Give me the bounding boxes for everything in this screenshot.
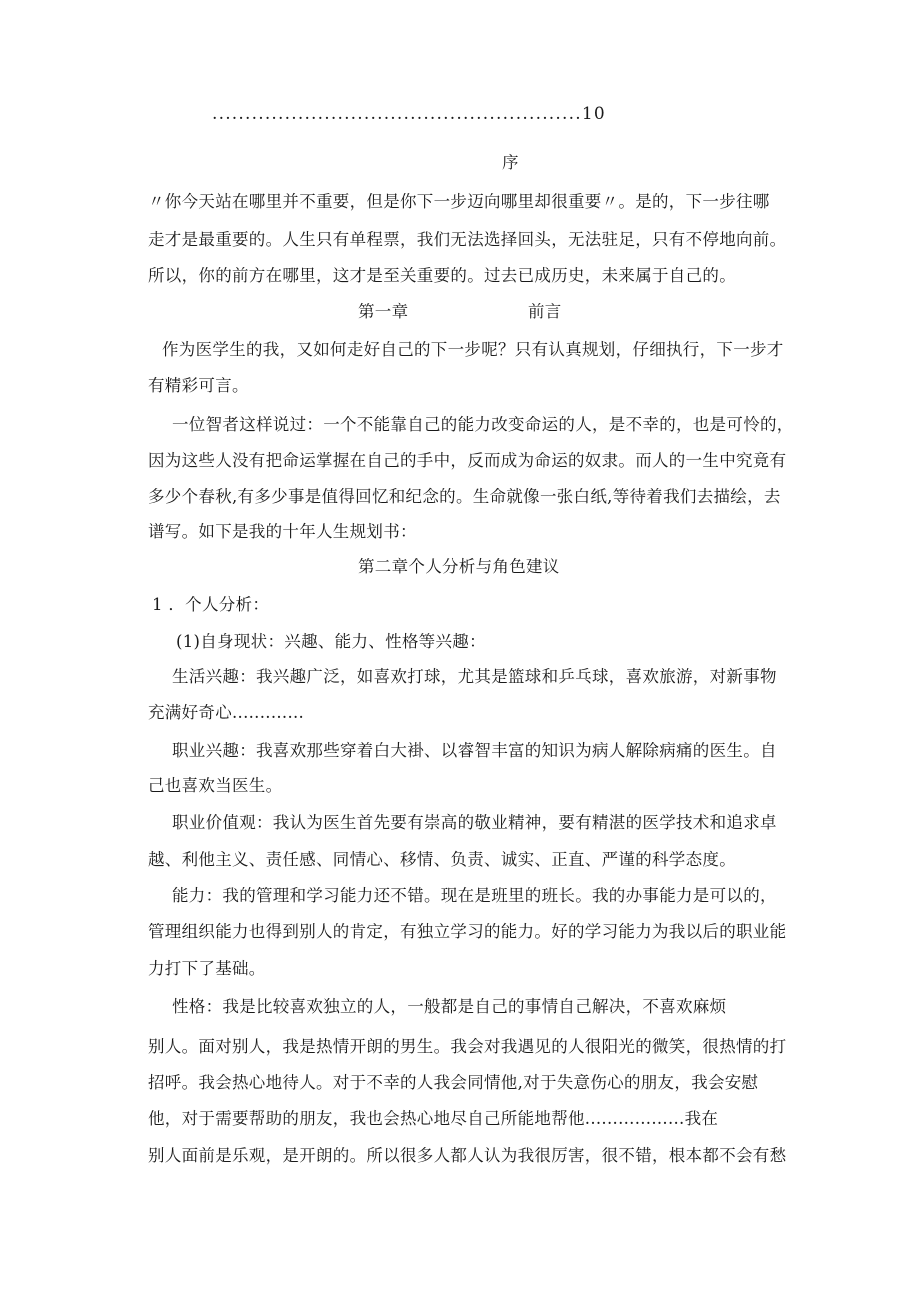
personality-line-1: 性格：我是比较喜欢独立的人，一般都是自己的事情自己解决，不喜欢麻烦: [172, 997, 727, 1016]
life-interest-line-1: 生活兴趣：我兴趣广泛，如喜欢打球，尤其是篮球和乒乓球，喜欢旅游，对新事物: [172, 667, 777, 686]
career-values-line-1: 职业价值观：我认为医生首先要有崇高的敬业精神，要有精湛的医学技术和追求卓: [172, 813, 777, 832]
subsection1-heading: (1)自身现状：兴趣、能力、性格等兴趣：: [176, 632, 486, 651]
personality-line-3: 招呼。我会热心地待人。对于不幸的人我会同情他,对于失意伤心的朋友，我会安慰: [148, 1073, 759, 1092]
ability-line-3: 力打下了基础。: [148, 959, 266, 978]
chapter1-para1-line-1: 作为医学生的我，又如何走好自己的下一步呢？只有认真规划，仔细执行，下一步才: [162, 340, 784, 359]
career-interest-line-2: 己也喜欢当医生。: [148, 776, 283, 795]
chapter1-para1-line-2: 有精彩可言。: [148, 376, 249, 395]
preface-line-1: 〃你今天站在哪里并不重要，但是你下一步迈向哪里却很重要〃。是的，下一步往哪: [148, 192, 770, 211]
section1-heading: 1 ．个人分析：: [152, 595, 270, 614]
chapter2-title: 第二章个人分析与角色建议: [358, 557, 560, 576]
toc-entry: ........................................................10: [212, 104, 606, 124]
chapter1-label: 第一章: [358, 302, 409, 321]
personality-line-2: 别人。面对别人，我是热情开朗的男生。我会对我遇见的人很阳光的微笑，很热情的打: [148, 1037, 787, 1056]
career-values-line-2: 越、利他主义、责任感、同情心、移情、负责、诚实、正直、严谨的科学态度。: [148, 850, 736, 869]
career-interest-line-1: 职业兴趣：我喜欢那些穿着白大褂、以睿智丰富的知识为病人解除病痛的医生。自: [172, 741, 777, 760]
personality-line-4: 他，对于需要帮助的朋友，我也会热心地尽自己所能地帮他..................我在: [148, 1109, 719, 1128]
chapter1-para2-line-3: 多少个春秋,有多少事是值得回忆和纪念的。生命就像一张白纸,等待着我们去描绘，去: [148, 487, 781, 506]
chapter1-para2-line-1: 一位智者这样说过：一个不能靠自己的能力改变命运的人，是不幸的，也是可怜的，: [172, 415, 794, 434]
chapter1-title: 前言: [528, 302, 562, 321]
life-interest-line-2: 充满好奇心.............: [148, 703, 305, 722]
ability-line-2: 管理组织能力也得到别人的肯定，有独立学习的能力。好的学习能力为我以后的职业能: [148, 922, 787, 941]
preface-line-2: 走才是最重要的。人生只有单程票，我们无法选择回头，无法驻足，只有不停地向前。: [148, 230, 787, 249]
chapter1-para2-line-4: 谱写。如下是我的十年人生规划书：: [148, 522, 417, 541]
preface-title: 序: [502, 153, 519, 172]
chapter1-para2-line-2: 因为这些人没有把命运掌握在自己的手中，反而成为命运的奴隶。而人的一生中究竟有: [148, 451, 787, 470]
preface-line-3: 所以，你的前方在哪里，这才是至关重要的。过去已成历史，未来属于自己的。: [148, 266, 736, 285]
personality-line-5: 别人面前是乐观，是开朗的。所以很多人都人认为我很厉害，很不错，根本都不会有愁: [148, 1146, 787, 1165]
ability-line-1: 能力：我的管理和学习能力还不错。现在是班里的班长。我的办事能力是可以的，: [172, 886, 777, 905]
